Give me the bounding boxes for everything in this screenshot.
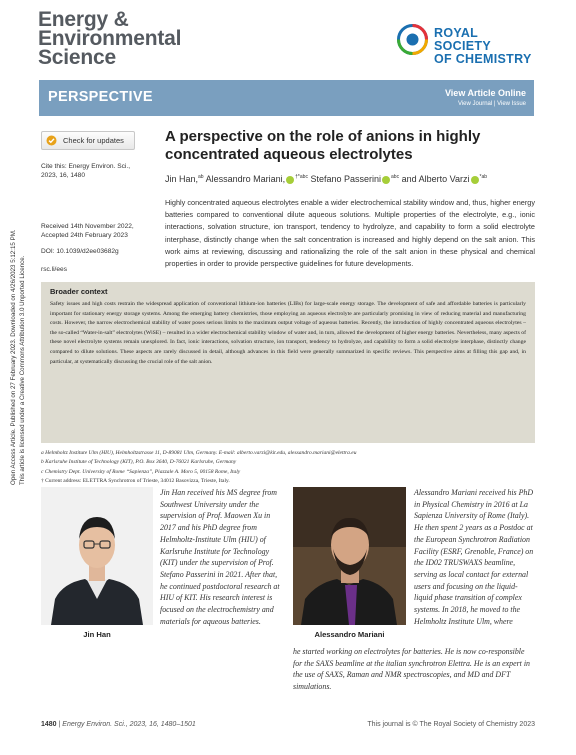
footer-separator: | (58, 721, 63, 728)
crossmark-icon (46, 135, 57, 146)
footer-copyright: This journal is © The Royal Society of Chemistry 2023 (367, 721, 535, 728)
article-type: PERSPECTIVE (48, 89, 153, 105)
footer-citation: Energy Environ. Sci., 2023, 16, 1480–1501 (62, 721, 196, 728)
jin-han-bio: Jin Han received his MS degree from Southwest University under the supervision of Prof. Maowen Xu in 2017 and his PhD degree from Helmholtz-Institute Ulm (HIU) of Karlsruhe Institute for Technology (KIT) under the supervision of Prof. Stefano Passerini in 2021. After that, he continued postdoctoral research at HIU of KIT. His research interest is focused on the electrochemistry and materials for aqueous batteries. (160, 488, 280, 626)
jin-han-photo (41, 487, 153, 625)
affiliation-b: b Karlsruhe Institute of Technology (KIT), P.O. Box 3640, D-76021 Karlsruhe, Germany (41, 459, 237, 466)
page-number: 1480 (41, 721, 57, 728)
author-name[interactable]: Alberto Varzi (418, 174, 470, 184)
abstract: Highly concentrated aqueous electrolytes enable a wider electrochemical stability window and, thus, higher energy batteries compared to conventional dilute aqueous solutions. Multiple properties of the electrolyte, e.g., ionic interactions, solvation structure, ion transport, tendency to hydrolyze, and capability to form a solid electrolyte interphase, distinctly change when the salt concentration is increased and highly depend on the salt anion. This work aims at reviewing, discussing and rationalizing the role of the salt anion in these physical and chemical properties in order to provide perspective guidelines for future developments. (165, 198, 535, 269)
article-title: A perspective on the role of anions in highly concentrated aqueous electrolytes (165, 128, 481, 163)
open-access-notice (4, 140, 34, 485)
journal-site-link[interactable]: rsc.li/ees (41, 266, 68, 273)
license-line: This article is licensed under a Creative Commons Attribution 3.0 Unported Licence. (19, 255, 26, 485)
open-access-line: Open Access Article. Published on 27 February 2023. Downloaded on 4/26/2023 5:12:15 PM. (10, 229, 17, 485)
affiliation-marker: abc (391, 174, 400, 180)
journal-title-line3: Science (38, 46, 116, 69)
alessandro-mariani-bio-continued: he started working on electrolytes for batteries. He is now co-responsible for the SAXS beamline at the italian synchrotron Elettra. He is an expert in the use of SAXS, Raman and NMR spectroscopies, and MD and DFT simulations. (293, 647, 530, 692)
broader-context-text: Safety issues and high costs restrain the widespread application of conventional lithium-ion batteries (LIBs) for large-scale energy storage. The development of safe and affordable batteries is particularly important for stationary energy storage systems. Among the emerging battery chemistries, those employing an aqueous electrolyte are particularly promising in view of reducing material and manufacturing costs. However, the narrow electrochemical stability of water poses serious limits to the maximum output voltage of aqueous batteries. Recently, the introduction of highly concentrated aqueous electrolytes – the so-called “Water-in-salt” electrolytes (WiSE) – resulted in a wider electrochemical stability window of water and, in turn, allowed the development of higher energy batteries. Nevertheless, many aspects of these novel electrolyte systems remain unexplored. In fact, ionic interactions, solvation structure, ion transport, tendency to hydrolyze, and capability to form a solid electrolyte interphase, distinctly change compared to dilute solutions. These aspects are rarely discussed in detail, although advances in this field were generally summarized in specific reviews. This perspective aims at filling this gap and, in particular, at systematically discussing the crucial role of the salt anion. (50, 301, 526, 365)
affiliation-marker: ab (198, 174, 204, 180)
view-journal-issue-links[interactable]: View Journal | View Issue (457, 101, 526, 107)
alessandro-mariani-bio: Alessandro Mariani received his PhD in Physical Chemistry in 2016 at La Sapienza University of Rome (Italy). He then spent 2 years as a Postdoc at the European Synchrotron Radiation Facility (ESRF, Grenoble, France) on the ID02 TRUSWAXS beamline, serving as local contact for external users and focusing on the liquid-liquid phase transition of complex systems. In 2018, he moved to the Helmholtz Institute Ulm, where (414, 488, 534, 626)
cite-this: Cite this: Energy Environ. Sci., 2023, 16, 1480 (41, 163, 131, 179)
rsc-logo-icon (397, 24, 428, 55)
author-name[interactable]: Alessandro Mariani, (205, 174, 286, 184)
check-for-updates-label: Check for updates (63, 136, 124, 145)
orcid-icon[interactable] (286, 176, 294, 184)
affiliation-a: a Helmholtz Institute Ulm (HIU), Helmholtzstrasse 11, D-89081 Ulm, Germany. E-mail: alberto.varzi@kit.edu, alessandro.mariani@elettra.eu (41, 450, 357, 456)
journal-title[interactable] (38, 10, 181, 67)
jin-han-caption: Jin Han (83, 630, 111, 639)
accepted-date: Accepted 24th February 2023 (41, 232, 128, 239)
affiliation-marker: *ab (479, 174, 488, 180)
publisher-line1: ROYAL SOCIETY (434, 26, 491, 53)
affiliations (41, 449, 535, 486)
alessandro-mariani-photo (293, 487, 406, 625)
article-type-banner (39, 80, 534, 116)
current-address: † Current address: ELETTRA Synchrotron of Trieste, 34012 Basovizza, Trieste, Italy. (41, 477, 230, 484)
view-article-online-link[interactable]: View Article Online (444, 88, 526, 98)
author-conjunction: and (401, 174, 417, 184)
broader-context-box (41, 282, 535, 443)
orcid-icon[interactable] (471, 176, 479, 184)
affiliation-marker: †*abc (295, 174, 308, 180)
orcid-icon[interactable] (382, 176, 390, 184)
rsc-logo[interactable] (397, 24, 537, 66)
affiliation-c: c Chemistry Dept. University of Rome “Sapienza”, Piazzale A. Moro 5, 00158 Rome, Italy (41, 468, 241, 475)
article-dates (41, 222, 151, 274)
author-name[interactable]: Stefano Passerini (310, 174, 382, 184)
author-list (165, 174, 535, 184)
doi-link[interactable]: DOI: 10.1039/d2ee03682g (41, 248, 119, 255)
broader-context-heading: Broader context (50, 287, 108, 296)
publisher-line2: OF CHEMISTRY (434, 52, 532, 66)
journal-title-line1: Energy & (38, 8, 129, 31)
journal-title-line2: Environmental (38, 27, 182, 50)
author-name[interactable]: Jin Han, (165, 174, 199, 184)
received-date: Received 14th November 2022, (41, 223, 134, 230)
check-for-updates-button[interactable] (41, 131, 135, 150)
alessandro-mariani-caption: Alessandro Mariani (314, 630, 385, 639)
